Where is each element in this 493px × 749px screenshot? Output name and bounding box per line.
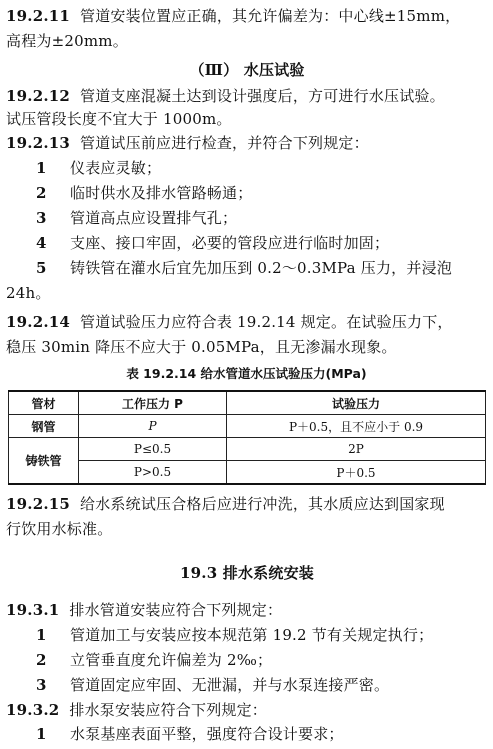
clause-19-3-2 <box>6 698 488 723</box>
item-number: 1 <box>36 626 47 644</box>
item-text: 24h。 <box>6 284 51 302</box>
list-item <box>6 648 488 673</box>
item-text: 铸铁管在灌水后宜先加压到 0.2～0.3MPa 压力，并浸泡 <box>70 259 452 277</box>
column-header: 管材 <box>9 391 79 415</box>
clause-19-2-14 <box>6 310 488 335</box>
item-number: 4 <box>36 234 47 252</box>
list-item-cont <box>6 281 488 306</box>
clause-19-3-1 <box>6 598 488 623</box>
list-item <box>6 156 488 181</box>
clause-number: 19.2.11 <box>6 7 71 25</box>
clause-19-2-11 <box>6 4 488 29</box>
clause-text: 高程为±20mm。 <box>6 32 128 50</box>
section-heading: 19.3 排水系统安装 <box>180 564 314 582</box>
clause-text: 管道安装位置应正确，其允许偏差为：中心线±15mm， <box>80 7 461 25</box>
table-cell: P＋0.5 <box>227 461 486 485</box>
column-header: 工作压力 P <box>79 391 227 415</box>
table-cell: P≤0.5 <box>79 438 227 461</box>
table-cell: 2P <box>227 438 486 461</box>
table-cell: 铸铁管 <box>9 438 79 485</box>
clause-number: 19.2.14 <box>6 313 71 331</box>
table-caption: 表 19.2.14 给水管道水压试验压力(MPa) <box>126 366 367 381</box>
item-text: 仪表应灵敏； <box>70 159 162 177</box>
section-heading: （Ⅲ） 水压试验 <box>189 61 305 79</box>
clause-text: 管道支座混凝土达到设计强度后，方可进行水压试验。 <box>80 87 445 105</box>
clause-text: 管道试压前应进行检查，并符合下列规定： <box>80 134 369 152</box>
clause-text: 管道试验压力应符合表 19.2.14 规定。在试验压力下， <box>80 313 453 331</box>
clause-19-2-11-cont <box>6 29 488 54</box>
clause-text: 稳压 30min 降压不应大于 0.05MPa，且无渗漏水现象。 <box>6 338 397 356</box>
list-item <box>6 231 488 256</box>
clause-19-2-12-cont <box>6 107 488 132</box>
item-text: 立管垂直度允许偏差为 2‰； <box>70 651 273 669</box>
item-text: 管道固定应牢固、无泄漏，并与水泵连接严密。 <box>70 676 390 694</box>
clause-number: 19.3.2 <box>6 701 60 719</box>
clause-19-2-12 <box>6 84 488 109</box>
item-text: 临时供水及排水管路畅通； <box>70 184 253 202</box>
item-number: 3 <box>36 676 47 694</box>
item-text: 管道高点应设置排气孔； <box>70 209 238 227</box>
item-number: 2 <box>36 184 47 202</box>
item-text: 管道加工与安装应按本规范第 19.2 节有关规定执行； <box>70 626 434 644</box>
item-text: 支座、接口牢固，必要的管段应进行临时加固； <box>70 234 390 252</box>
list-item <box>6 256 488 281</box>
table-cell: P>0.5 <box>79 461 227 485</box>
clause-text: 排水管道安装应符合下列规定： <box>69 601 283 619</box>
clause-text: 行饮用水标准。 <box>6 520 113 538</box>
clause-text: 给水系统试压合格后应进行冲洗，其水质应达到国家现 <box>80 495 445 513</box>
table-cell: P <box>79 415 227 438</box>
table-cell: 钢管 <box>9 415 79 438</box>
table-header-row <box>9 391 486 415</box>
item-number: 5 <box>36 259 47 277</box>
table-row <box>9 438 486 461</box>
clause-19-2-15 <box>6 492 488 517</box>
item-text: 水泵基座表面平整，强度符合设计要求； <box>70 725 344 743</box>
clause-text: 试压管段长度不宜大于 1000m。 <box>6 110 232 128</box>
list-item <box>6 722 488 747</box>
clause-text: 排水泵安装应符合下列规定： <box>69 701 268 719</box>
list-item <box>6 673 488 698</box>
table-cell: P＋0.5，且不应小于 0.9 <box>227 415 486 438</box>
clause-number: 19.2.13 <box>6 134 71 152</box>
clause-number: 19.2.15 <box>6 495 71 513</box>
clause-19-2-14-cont <box>6 335 488 360</box>
list-item <box>6 181 488 206</box>
clause-19-2-13 <box>6 131 488 156</box>
item-number: 3 <box>36 209 47 227</box>
table-row <box>9 461 486 485</box>
table-row <box>9 415 486 438</box>
item-number: 1 <box>36 159 47 177</box>
item-number: 1 <box>36 725 47 743</box>
column-header: 试验压力 <box>227 391 486 415</box>
pressure-table <box>8 390 486 485</box>
clause-number: 19.2.12 <box>6 87 71 105</box>
item-number: 2 <box>36 651 47 669</box>
list-item <box>6 206 488 231</box>
clause-number: 19.3.1 <box>6 601 60 619</box>
list-item <box>6 623 488 648</box>
clause-19-2-15-cont <box>6 517 488 542</box>
